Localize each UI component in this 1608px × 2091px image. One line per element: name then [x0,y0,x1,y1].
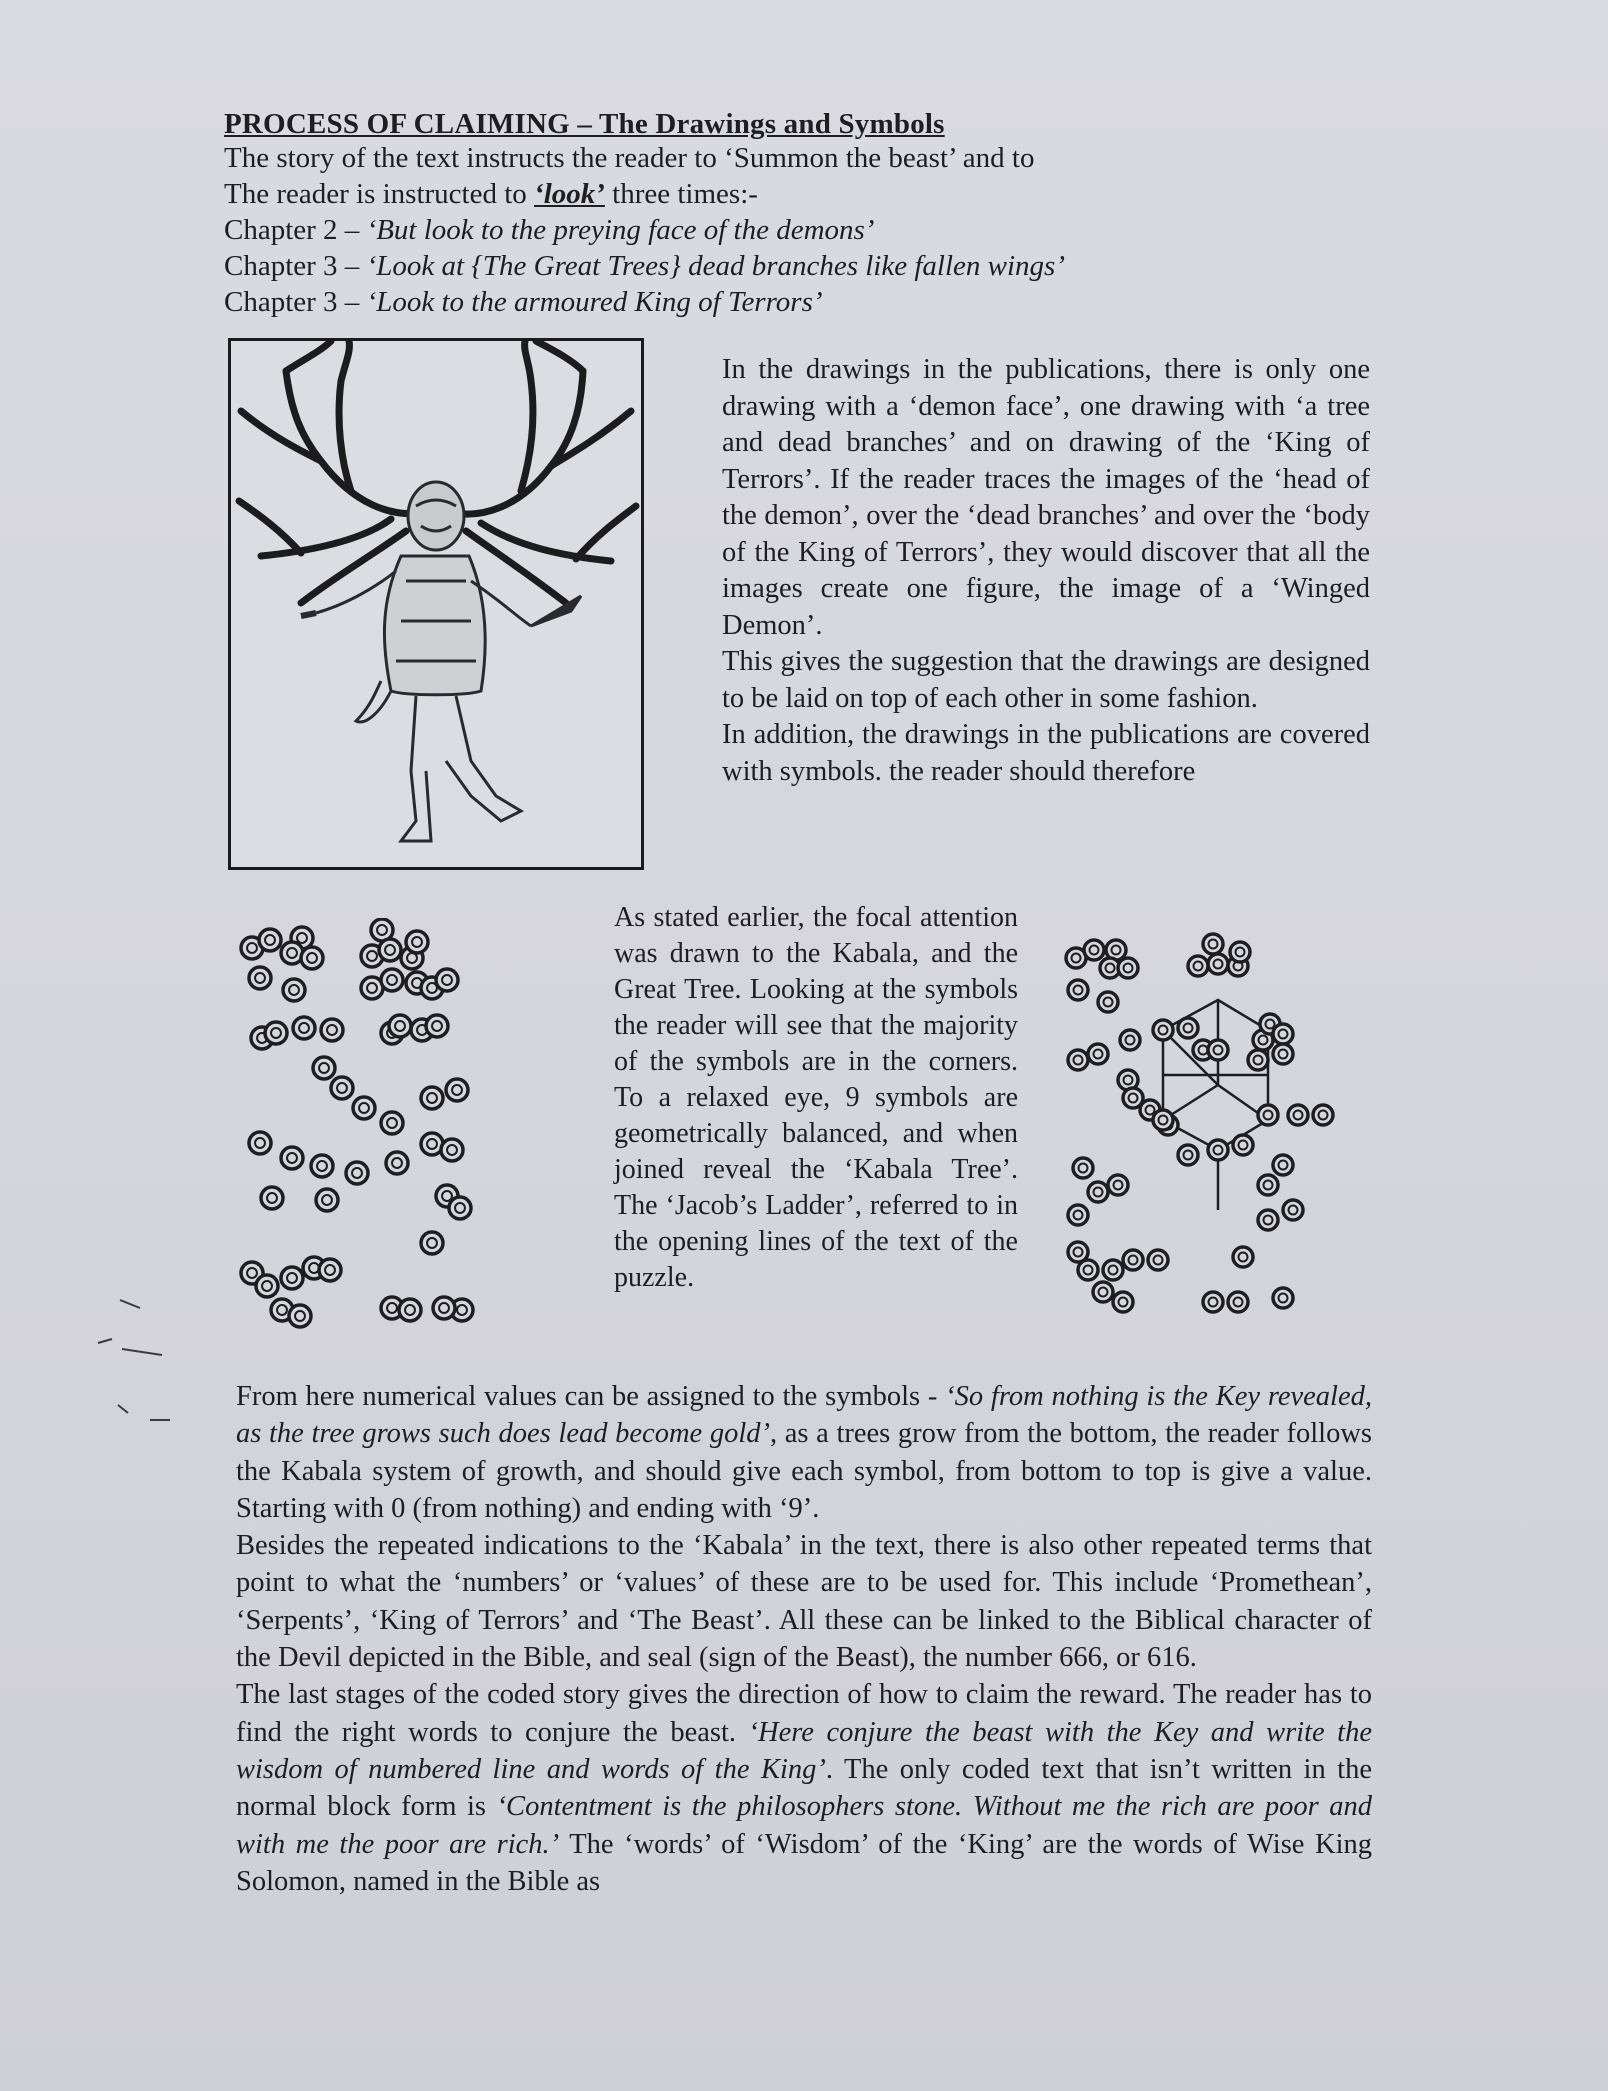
text-run: , as a trees grow from the bottom, the reader follows the Kabala system of growth, and should give each symbol, from bottom to top is give a value. Starting with 0 (from nothing) and ending with ‘9’. [236,1418,1372,1524]
paragraph: In addition, the drawings in the publications are covered with symbols. the reader should therefore [722,719,1370,787]
line-quote: ‘Look to the armoured King of Terrors’ [366,286,823,318]
line-prefix: The story of the text instructs the reader to ‘Summon the beast’ and to [224,142,1035,174]
line-suffix: three times:- [604,178,758,210]
text-run: From here numerical values can be assigned to the symbols - [236,1381,946,1412]
line-prefix: Chapter 3 – [224,250,367,282]
page-title: PROCESS OF CLAIMING – The Drawings and Symbols [224,108,945,140]
text-run: The ‘words’ of ‘Wisdom’ of the ‘King’ are the words of Wise King Solomon, named in the Bible as [236,1828,1372,1897]
line-quote: ‘look’ [534,178,605,210]
paragraph: This gives the suggestion that the drawings are designed to be laid on top of each other in some fashion. [722,646,1370,714]
text-run: . The only coded text that isn’t written in the normal block form is [236,1753,1372,1823]
quoted-text: ‘So from nothing is the Key revealed, as the tree grows such does lead become gold’ [236,1381,1372,1450]
line-prefix: Chapter 3 – [224,286,367,318]
text-run: The last stages of the coded story gives the direction of how to claim the reward. The reader has to find the right words to conjure the beast. [236,1679,1372,1748]
quoted-text: ‘Here conjure the beast with the Key and write the wisdom of numbered line and words of the King’ [236,1716,1372,1785]
text-run: Besides the repeated indications to the ‘Kabala’ in the text, there is also other repeated terms that point to what the ‘numbers’ or ‘values’ of these are to be used for. This include ‘Promethean’, ‘Serpents’, ‘King of Terrors’ and ‘The Beast’. All these can be linked to the Biblical character of the Devil depicted in the Bible, and seal (sign of the Beast), the number 666, or 616. [236,1530,1372,1674]
paragraph: In the drawings in the publications, there is only one drawing with a ‘demon face’, one drawing with ‘a tree and dead branches’ and on drawing of the ‘King of Terrors’. If the reader traces the images of the ‘head of the demon’, over the ‘dead branches’ and over the ‘body of the King of Terrors’, they would discover that all the images create one figure, the image of a ‘Winged Demon’. [722,354,1370,641]
middle-column-text: As stated earlier, the focal attention was drawn to the Kabala, and the Great Tree. Looking at the symbols the reader will see that the majority of the symbols are in the corners. To a relaxed eye, 9 symbols are geometrically balanced, and when joined reveal the ‘Kabala Tree’. The ‘Jacob’s Ladder’, referred to in the opening lines of the text of the puzzle. [614,902,1018,1293]
quoted-text: ‘Contentment is the philosophers stone. Without me the rich are poor and with me the poor are rich.’ [236,1791,1372,1860]
line-prefix: Chapter 2 – [224,214,367,246]
line-quote: ‘Look at {The Great Trees} dead branches like fallen wings’ [366,250,1065,282]
line-quote: ‘But look to the preying face of the demons’ [366,214,875,246]
line-prefix: The reader is instructed to [224,178,535,210]
